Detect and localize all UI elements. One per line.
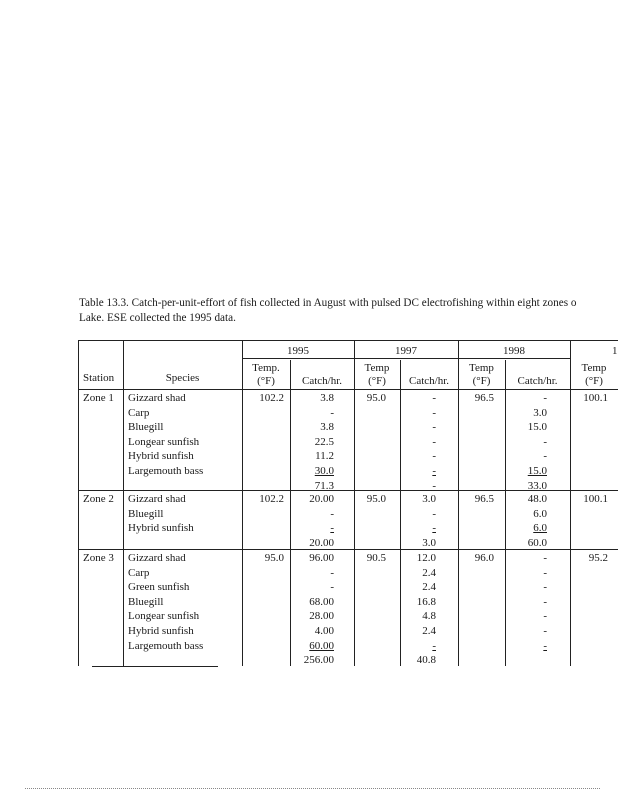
- next-year-header-fragment: 1: [612, 345, 618, 357]
- temp-cell: 102.2: [259, 493, 284, 505]
- catch-1997-cell: 2.4: [422, 581, 436, 594]
- catch-1997-cell: -: [432, 465, 436, 477]
- station-label: Zone 3: [83, 552, 114, 564]
- total-1998-cell: 33.0: [527, 479, 547, 492]
- catch-1995-cell: -: [330, 406, 334, 419]
- species-cell: Hybrid sunfish: [128, 522, 194, 535]
- total-1995-cell: 256.00: [303, 654, 334, 667]
- catch-1995-header: Catch/hr.: [301, 375, 343, 387]
- caption-line-1: Table 13.3. Catch-per-unit-effort of fish collected in August with pulsed DC electrofishing within eight zones o: [79, 297, 577, 309]
- temp-cell: 95.0: [366, 392, 386, 404]
- catch-1998-cell: -: [543, 625, 547, 637]
- species-cell: Gizzard shad: [128, 552, 186, 564]
- catch-1997-cell: -: [432, 406, 436, 419]
- species-cell: Green sunfish: [128, 581, 190, 594]
- temp-1997-header: Temp: [364, 362, 390, 374]
- catch-1997-cell: -: [432, 639, 436, 652]
- catch-1997-cell: -: [432, 450, 436, 463]
- catch-1998-cell: -: [543, 392, 547, 404]
- year-1995-header: 1995: [287, 345, 309, 357]
- catch-1997-cell: -: [432, 421, 436, 434]
- year-underline-1998: [458, 358, 570, 359]
- caption-line-2: Lake. ESE collected the 1995 data.: [79, 311, 236, 324]
- total-1997-cell: -: [432, 479, 436, 492]
- species-cell: Longear sunfish: [128, 435, 200, 448]
- year-underline-1997: [354, 358, 458, 359]
- species-cell: Bluegill: [128, 595, 164, 608]
- catch-1998-cell: 6.0: [533, 507, 547, 520]
- catch-1997-cell: -: [432, 392, 436, 404]
- catch-1998-cell: -: [543, 566, 547, 579]
- year-1997-header: 1997: [395, 345, 417, 357]
- catch-1998-cell: -: [543, 639, 547, 652]
- catch-1997-cell: -: [432, 435, 436, 448]
- catch-1998-cell: -: [543, 595, 547, 608]
- total-1997-cell: 3.0: [422, 536, 436, 549]
- catch-1995-cell: 28.00: [309, 610, 334, 623]
- table-bottom-rule: [92, 666, 218, 667]
- temp-next-header: Temp: [581, 362, 607, 374]
- temp-cell: 90.5: [366, 552, 386, 564]
- catch-1998-cell: 15.0: [527, 465, 547, 477]
- species-cell: Bluegill: [128, 421, 164, 434]
- catch-1995-cell: 96.00: [309, 552, 334, 564]
- species-cell: Hybrid sunfish: [128, 450, 194, 463]
- divider-1998-next: [570, 340, 571, 666]
- species-cell: Largemouth bass: [128, 465, 204, 477]
- catch-1998-cell: -: [543, 610, 547, 623]
- species-header: Species: [165, 372, 200, 384]
- species-cell: Carp: [128, 566, 150, 579]
- catch-1995-cell: 30.0: [314, 465, 334, 477]
- total-1997-cell: 40.8: [416, 654, 436, 667]
- catch-1997-cell: 12.0: [416, 552, 436, 564]
- species-cell: Carp: [128, 406, 150, 419]
- temp-1998-unit: (°F): [472, 375, 491, 387]
- species-cell: Longear sunfish: [128, 610, 200, 623]
- catch-1997-cell: -: [432, 522, 436, 535]
- temp-1995-header: Temp.: [252, 362, 280, 374]
- year-1998-header: 1998: [503, 345, 525, 357]
- table-left-rule: [78, 340, 79, 666]
- temp-cell: 95.2: [588, 552, 608, 564]
- station-label: Zone 1: [83, 392, 114, 404]
- catch-1997-header: Catch/hr.: [408, 375, 450, 387]
- temp-1998-header: Temp: [469, 362, 494, 374]
- catch-1995-cell: 3.8: [320, 421, 334, 434]
- temp-cell: 96.5: [474, 392, 494, 404]
- total-1998-cell: 60.0: [527, 536, 547, 549]
- catch-1997-cell: 2.4: [422, 566, 436, 579]
- catch-1997-cell: -: [432, 507, 436, 520]
- total-1995-cell: 71.3: [314, 479, 334, 492]
- station-header: Station: [83, 372, 115, 384]
- catch-1998-cell: 48.0: [527, 493, 547, 505]
- total-1995-cell: 20.00: [309, 536, 334, 549]
- catch-1995-cell: 3.8: [320, 392, 334, 404]
- catch-1995-cell: 68.00: [309, 595, 334, 608]
- catch-1995-cell: -: [330, 581, 334, 594]
- catch-1998-cell: 15.0: [527, 421, 547, 434]
- temp-next-unit: (°F): [585, 375, 603, 387]
- species-cell: Largemouth bass: [128, 639, 204, 652]
- temp-1997-unit: (°F): [368, 375, 386, 387]
- catch-1998-cell: 6.0: [533, 522, 547, 535]
- temp-cell: 102.2: [259, 392, 284, 404]
- temp-cell: 96.0: [474, 552, 494, 564]
- header-bottom-rule: [78, 389, 618, 390]
- year-underline-1995: [242, 358, 354, 359]
- temp-cell: 95.0: [366, 493, 386, 505]
- species-cell: Hybrid sunfish: [128, 625, 194, 637]
- temp-cell: 100.1: [583, 392, 608, 404]
- catch-1995-cell: -: [330, 522, 334, 535]
- catch-1995-cell: 4.00: [314, 625, 334, 637]
- catch-1995-cell: -: [330, 507, 334, 520]
- catch-1997-cell: 2.4: [422, 625, 436, 637]
- page-footer-rule: [25, 788, 600, 791]
- temp-cell: 96.5: [474, 493, 494, 505]
- species-cell: Bluegill: [128, 507, 164, 520]
- station-species-divider: [123, 340, 124, 666]
- catch-1997-cell: 3.0: [422, 493, 436, 505]
- temp-cell: 95.0: [264, 552, 284, 564]
- catch-1998-header: Catch/hr.: [517, 375, 558, 387]
- catch-1995-cell: 22.5: [314, 435, 334, 448]
- station-label: Zone 2: [83, 493, 114, 505]
- catch-1998-cell: 3.0: [533, 406, 547, 419]
- catch-1998-cell: -: [543, 581, 547, 594]
- temp-cell: 100.1: [583, 493, 608, 505]
- catch-1998-cell: -: [543, 435, 547, 448]
- catch-1997-cell: 16.8: [416, 595, 436, 608]
- species-cell: Gizzard shad: [128, 392, 186, 404]
- table-top-rule: [78, 340, 618, 341]
- catch-1995-cell: 60.00: [309, 639, 334, 652]
- species-cell: Gizzard shad: [128, 493, 186, 505]
- catch-1995-cell: -: [330, 566, 334, 579]
- catch-1997-cell: 4.8: [422, 610, 436, 623]
- catch-1995-cell: 11.2: [315, 450, 334, 463]
- temp-1995-unit: (°F): [257, 375, 275, 387]
- catch-1998-cell: -: [543, 450, 547, 463]
- catch-1995-cell: 20.00: [309, 493, 334, 505]
- catch-1998-cell: -: [543, 552, 547, 564]
